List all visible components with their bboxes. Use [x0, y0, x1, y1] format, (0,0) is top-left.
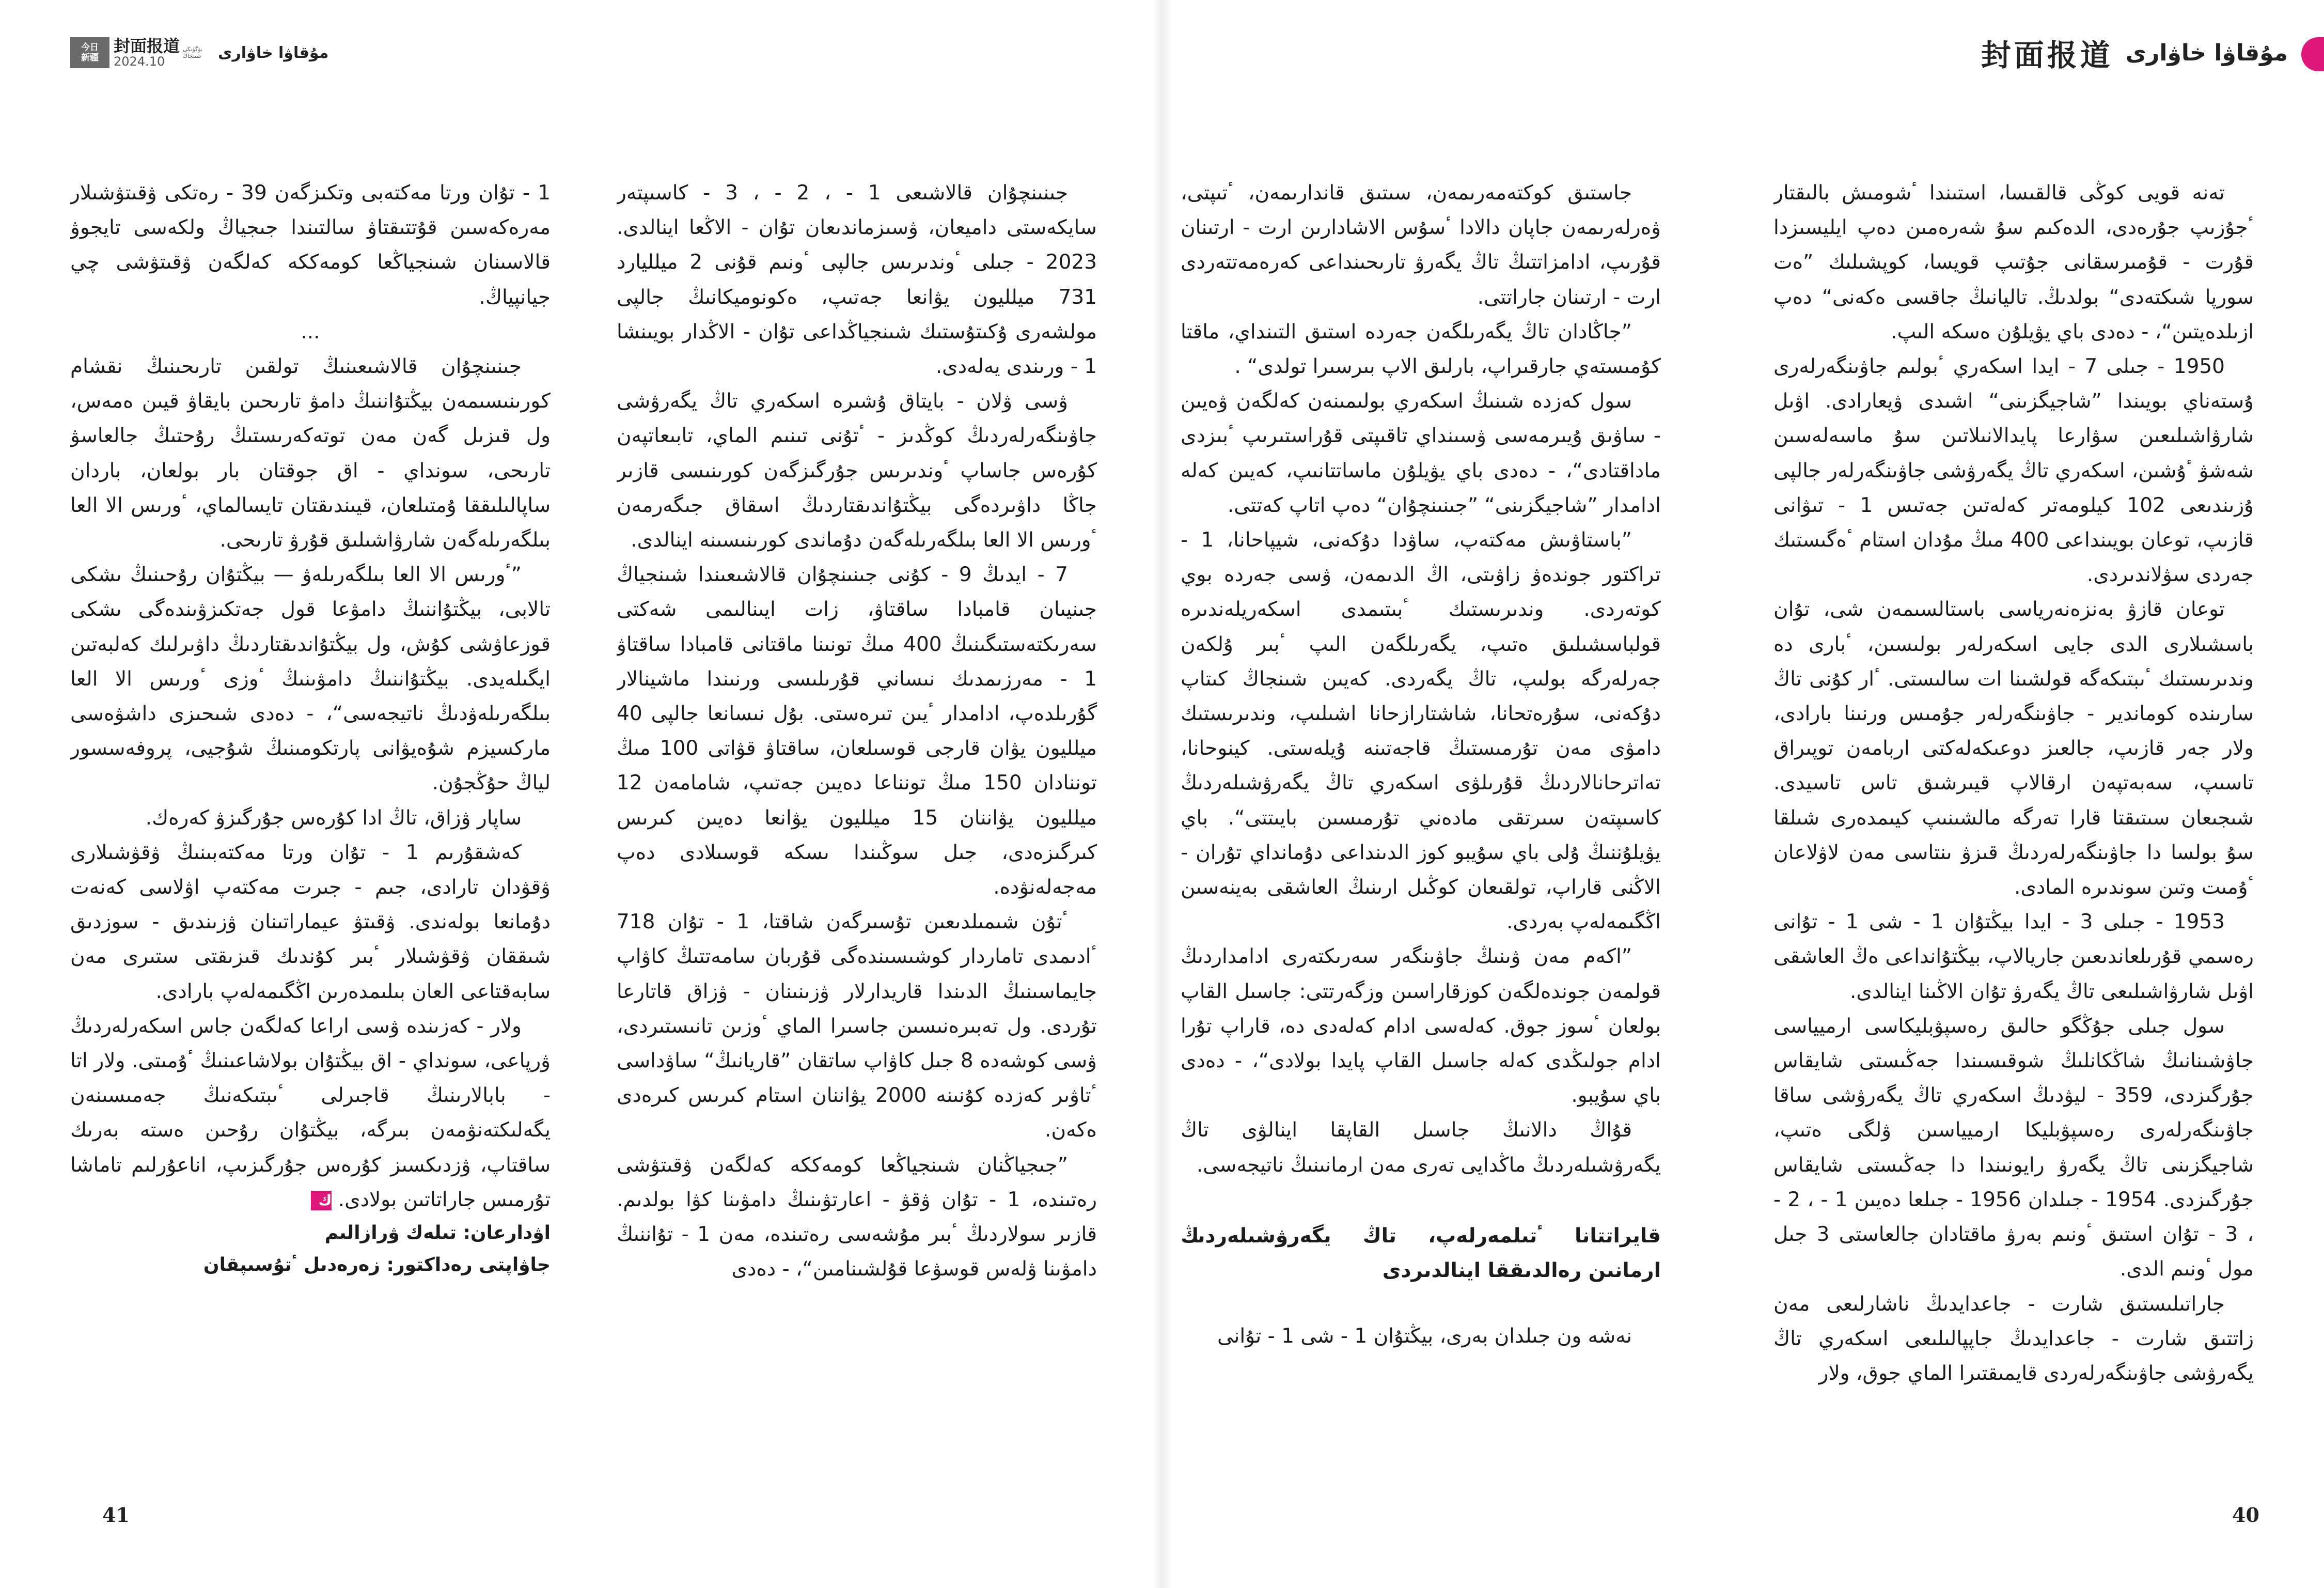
left-page-outer-column [70, 176, 551, 1519]
magazine-logo [70, 37, 109, 68]
left-page-number: 41 [102, 1503, 130, 1527]
logo-line-1: 今日 [81, 42, 99, 53]
right-page-inner-column [1181, 176, 1661, 1519]
paragraph: 1 - تۇان ورتا مەكتەبى وتكىزگەن 39 - رەتكى ۋقىتۋشىلار مەرەكەسىن قۇتتىقتاۋ سالتىندا جىجياڭ ولكەسى تايجوۋ قالاسىنان شىنجياڭعا كومەككە كەلگەن ۋقىتۋشى چي جيانپياڭ. [70, 181, 551, 309]
paragraph-text: ولار - كەزىندە ۋسى اراعا كەلگەن جاس اسكەرلەردىڭ ۋرپاعى، سونداي - اق بيڭتۇان بولاشاعىنىڭ ٴۇمىتى. ولار اتا - بابالارىنىڭ قاجىرلى ٴىبتىكەنىڭ جەمىسىنەن يگەلىكتەنۋمەن بىرگە، بيڭتۇان رۇحىن ەستە بەرىك ساقتاپ، ۋزدىكسىز كۇرەس جۇرگىزىپ، اناعۇرلىم تاماشا تۇرمىس جاراتاتىن بولادى. [70, 1014, 551, 1211]
paragraph: 7 - ايدىڭ 9 - كۇنى جىنىنچۇان قالاشىعىندا شىنجياڭ جىنيىان قامبادا ساقتاۋ، زات ايىنالىمى شەكتى سەرىكتەستىگىنىڭ 400 مىڭ تونىنا ماقتانى قامبادا ساقتاۋ 1 - مەرزىمدىك نىساني قۇرىلىسى ورنىندا ماشينالار گۇرىلدەپ، ادامدار ٴيىن تىرەستى. بۇل نىسانعا جالپى 40 ميلليون يۋان قارجى قوسىلعان، ساقتاۋ قۋاتى 100 مىڭ توننادان 150 مىڭ تونناعا دەيىن جەتىپ، شامامەن 12 ميلليون يۋاننان 15 ميلليون يۋانعا دەيىن كىرىس كىرگىزەدى، جىل سوڭىندا ىسكە قوسىلادى دەپ مەجەلەنۋدە. [617, 563, 1097, 899]
paragraph-with-end-mark [70, 1009, 551, 1217]
right-page-outer-column [1773, 176, 2254, 1519]
logo-subtitle: بۈگۈنكى شىنجاڭ [183, 46, 202, 59]
paragraph: جاراتىلىستىق شارت - جاعدايدىڭ ناشارلىعى مەن زاتتىق شارت - جاعدايدىڭ جاپپالىلىعى اسكەري تاڭ يگەرۋشى جاۋىنگەرلەردى قايمىقتىرا الماي جوق، ولار [1773, 1292, 2254, 1385]
paragraph: ”جىجياڭنان شىنجياڭعا كومەككە كەلگەن ۋقىتۋشى رەتىندە، 1 - تۇان ۋقۋ - اعارتۋىنىڭ دامۋىنا كۋا بولدىم. قازىر سولاردىڭ ٴبىر مۇشەسى رەتىندە، مەن 1 - تۇاننىڭ دامۋىنا ۋلەس قوسۋعا قۇلشىنامىن“، - دەدى [617, 1153, 1097, 1281]
right-page-number: 40 [2232, 1503, 2259, 1527]
paragraph: قۇاڭ دالانىڭ جاسىل القاپقا اينالۋى تاڭ يگەرۋشىلەردىڭ ماڭدايى تەرى مەن ارمانىنىڭ ناتيجەسى. [1181, 1118, 1661, 1177]
paragraph: جىنىنچۇان قالاشىعى 1 - ، 2 - ، 3 - كاسىپتەر سايكەستى داميعان، ۋسىزماندىعان تۇان - الاڭعا اينالدى. 2023 - جىلى ٴوندىرىس جالپى ٴونىم قۇنى 2 ميلليارد 731 ميلليون يۋانعا جەتىپ، ەكونوميكانىڭ جالپى مولشەرى ۇكىتۇستىك شىنجياڭداعى تۇان - الاڭدار بويىنشا 1 - ورىندى يەلەدى. [617, 181, 1097, 379]
paragraph: كەشقۇرىم 1 - تۇان ورتا مەكتەبىنىڭ ۋقۋشىلارى ۋقۋدان تارادى، جىم - جىرت مەكتەپ اۋلاسى كەنەت دۇمانعا بولەندى. ۋقىتۋ عيماراتىنان ۋزىندىق - سوزدىق شىققان ۋقۋشىلار ٴبىر كۇندىك قىزىقتى ستىرى مەن سابەقتاعى العان بىلىمدەرىن اڭگىمەلەپ بارادى. [70, 840, 551, 1003]
magazine-title: 封面报道 [114, 36, 180, 56]
paragraph: ٴتۇن شىمىلدىعىن تۇسىرگەن شاقتا، 1 - تۇان 718 ٴادىمدى تاماردار كوشىسىندەگى قۇربان سامەتتىڭ كاۋاپ جايماسىنىڭ الدىندا قاريدارلار ۋزىنىنان - ۋزاق قاتارعا تۇردى. ول تەبىرەنىسىن جاسىرا الماي ٴوزىن تانىستىردى، ۋسى كوشەدە 8 جىل كاۋاپ ساتقان ”قاريانىڭ“ ساۋداسى ٴتاۋىر كەزدە كۇنىنە 2000 يۋاننان استام كىرىس كىرەدى ەكەن. [617, 910, 1097, 1142]
right-section-label: مۇقاۋا خاۋارى [2125, 39, 2288, 66]
issue-date: 2024.10 [114, 54, 165, 69]
paragraph: 1950 - جىلى 7 - ايدا اسكەري ٴبولىم جاۋىنگەرلەرى ۇستەناي بويىندا ”شاجيگزىنى“ اشىدى ۋيعارادى. اۋىل شارۋاشىلىعىن سۋارعا پايدالانىلاتىن سۇ ماسەلەسىن شەشۋ ٴۇشىن، اسكەري تاڭ يگەرۋشى جاۋىنگەرلەر جالپى ۇزىندىعى 102 كيلومەتر كەلەتىن جەتىس 1 - تىۋانى قازىپ، توعان بويىنداعى 400 مىڭ مۇدان استام ٴەگىستىك جەردى سۋلاندىردى. [1773, 355, 2254, 587]
paragraph: سول جىلى جۇڭگو حالىق رەسپۋبليكاسى ارميياسى جاۋشىنانىڭ شاڭكانلىڭ شوقىسىندا جەڭىستى شايقاس جۇرگىزدى، 359 - ليۋدىڭ اسكەري تاڭ يگەرۋشى ساقا جاۋىنگەرلەرى رەسپۋبليكا ارميياسىن ۋلگى ەتىپ، شاجيگزىنى تاڭ يگەرۋ رايونىندا دا جەڭىستى شايقاس جۇرگىزدى. 1954 - جىلدان 1956 - جىلعا دەيىن 1 - ، 2 - ، 3 - تۇان استىق ٴونىم بەرۋ ماقتادان جالعاستى 3 جىل مول ٴونىم الدى. [1773, 1014, 2254, 1281]
paragraph: ”جاڭادان تاڭ يگەرىلگەن جەردە استىق التىنداي، ماقتا كۇمىستەي جارقىراپ، بارلىق الاپ بىرسىرا تولدى“ . [1181, 320, 1661, 379]
editor-credit: جاۋاپتى رەداكتور: زەرەدىل ٴتۇسىپقان [203, 1254, 551, 1276]
left-header-title-group [109, 37, 180, 68]
paragraph: 1953 - جىلى 3 - ايدا بيڭتۇان 1 - شى 1 - تۇانى رەسمي قۇرىلعاندىعىن جاريالاپ، بيڭتۇانداعى ەڭ العاشقى اۋىل شارۋاشىلىعى تاڭ يگەرۋ تۇان الاڭىنا اينالدى. [1773, 910, 2254, 1003]
left-page-header [70, 32, 328, 73]
paragraph: ساپار ۋزاق، تاڭ ادا كۇرەس جۇرگىزۋ كەرەك. [145, 806, 522, 830]
paragraph: ”اكەم مەن ۋىنىڭ جاۋىنگەر سەرىكتەرى ادامداردىڭ قولمەن جوندەلگەن كوزقاراسىن وزگەرتتى: جاسىل القاپ بولعان ٴسوز جوق. كەلەسى ادام كەلەدى دە، قاراپ تۇرا ادام جولىڭدى كەلە جاسىل القاپ پايدا بولادى“، - دەدى باي سۇيبو. [1181, 945, 1661, 1108]
paragraph: تەنە قويى كوڭى قالقىسا، استىندا ٴشومىش بالىقتار ٴجۇزىپ جۇرەدى، الدەكىم سۇ شەرەمىن دەپ ايليسىزدا قۇرت - قۇمىرسقانى جۇتىپ قويسا، كوپشىلىك ”ەت سورپا شىكتەدى“ بولدىڭ. تاليانىڭ جاقسى ەكەنى“ دەپ ازىلدەيتىن“، - دەدى باي يۋيلۇن ەسكە الىپ. [1773, 181, 2254, 344]
paragraph: نەشە ون جىلدان بەرى، بيڭتۇان 1 - شى 1 - تۇانى [1217, 1325, 1632, 1348]
paragraph: جاستىق كوكتەمەرىمەن، سىتىق قاندارىمەن، ٴتىپتى، ۋەرلەرىمەن جاپان دالادا ٴسۇس الاشادارىن ارت - ارتىنان قۇرىپ، ادامزاتتىڭ تاڭ يگەرۋ تارىحىنداعى كەرەمەتتەردى ارت - ارتىنان جاراتتى. [1181, 181, 1661, 309]
right-page-header [1981, 32, 2288, 73]
ellipsis: ... [301, 320, 320, 344]
left-section-label: مۇقاۋا خاۋارى [218, 43, 329, 62]
logo-line-2: 新疆 [81, 53, 99, 63]
paragraph: سول كەزدە شىنىڭ اسكەري بولىمىنەن كەلگەن ۋەيىن - ساۋىق ۇيىرمەسى ۋسىنداي تاقىپتى قۇراستىرىپ ٴبىزدى ماداقتادى“، - دەدى باي يۋيلۇن ماساتتانىپ، كەيىن كەلە ادامدار ”شاجيگزىنى“ ”جىنىنچۇان“ دەپ اتاپ كەتتى. [1181, 390, 1661, 517]
paragraph: جىنىنچۇان قالاشىعىنىڭ تولقىن تارىحىنىڭ نقشام كورىنىسىمەن بيڭتۇاننىڭ دامۋ تارىحىن بايقاۋ قيىن ەمەس، ول قىزىل گەن مەن توتەكەرىستىڭ رۇحتىڭ جالعاسۋ تارىحى، سونداي - اق جوقتان بار بولعان، باردان ساپالىلىققا ۇمتىلعان، قيىندىقتان تايسالماي، ٴورىس الا العا بىلگەرىلەگەن شارۋاشىلىق قۇرۋ تارىحى. [70, 355, 551, 552]
article-end-mark: ك [311, 1191, 332, 1210]
section-subheading: قايراتتانا ٴتىلمەرلەپ، تاڭ يگەرۋشىلەردىڭ ارمانىن رەالدىققا اينالدىردى [1181, 1224, 1661, 1283]
translator-credit: اۋدارعان: تىلەك ۋرازالىم [324, 1222, 551, 1244]
paragraph: ”ٴورىس الا العا بىلگەرىلەۋ — بيڭتۇان رۇحىنىڭ ىشكى تالابى، بيڭتۇاننىڭ دامۋعا قول جەتكىزۋىندەگى ىشكى قوزعاۋشى كۇش، ول بيڭتۇاندىقتاردىڭ داۋىرلىك كەلبەتىن ايگىلەيدى. بيڭتۇاننىڭ دامۋىنىڭ ٴوزى ٴورىس الا العا بىلگەرىلەۋدىڭ ناتيجەسى“، - دەدى شىحىزى داشۋەسى ماركسيزم شۇەيۋانى پارتكومىنىڭ شۇجيى، پروفەسسور لياڭ حۇڭجۇن. [70, 563, 551, 795]
left-page-inner-column [617, 176, 1097, 1519]
paragraph: ”باستاۋىش مەكتەپ، ساۋدا دۇكەنى، شيپاحانا، 1 - تراكتور جوندەۋ زاۋىتى، اڭ الدىمەن، ۋسى جەردە بوي كوتەردى. وندىرىستىك ٴبىتىمدى اسكەريلەندىرە قولباسشىلىق ەتىپ، يگەرىلگەن الىپ ٴبىر ۇلكەن جەرلەرگە بولىپ، تاڭ يگەردى. كەيىن شىنجاڭ كىتاپ دۇكەنى، سۇرەتحانا، شاشتارازحانا اشىلىپ، وندىرىستىك دامۋى مەن تۇرمىستىڭ قاجەتىنە ۇيلەستى. كينوحانا، تەاترحانالاردىڭ قۇرىلۋى اسكەري تاڭ يگەرۋشىلەردىڭ كاسىپتەن سىرتقى مادەني تۇرمىسىن بايىتتى“. باي يۋيلۇننىڭ ۇلى باي سۇيبو كوز الدىنداعى دۇمانداي تۇران - الاڭنى قاراپ، تولقىعان كوڭىل ارىنىڭ العاشقى بەينەسىن اڭگىمەلەپ بەردى. [1181, 528, 1661, 934]
section-tab-marker [2301, 37, 2324, 71]
paragraph: ۋسى ۋلان - بايتاق ۇشىرە اسكەري تاڭ يگەرۋشى جاۋىنگەرلەردىڭ كوڭدىز - ٴتۇنى تىنىم الماي، تابىعاتپەن كۇرەس جاساپ ٴوندىرىس جۇرگىزگەن كورىنىسى قازىر جاڭا داۋىردەگى بيڭتۇاندىقتاردىڭ اسقاق جىگەرمەن ٴورىس الا العا بىلگەرىلەگەن دۇماندى كورىنىسىنە اينالدى. [617, 390, 1097, 552]
paragraph: توعان قازۋ بەنزەنەرياسى باستالسىمەن شى، تۇان باسشىلارى الدى جايى اسكەرلەر بولىسىن، ٴبارى دە وندىرىستىك ٴىبتىكەگە قولشىنا ات سالىستى. ٴار كۇنى تاڭ سارىندە كوماندير - جاۋىنگەرلەر جۇمىس ورنىنا بارادى، ولار جەر قازىپ، جالعىز دوعىكەلەكتى اربامەن توپىراق تاسىپ، سەبەتپەن ارقالاپ قيىرشىق تاس تاسيدى. شىجىعان سىتىقتا قارا تەرگە مالشىنىپ كيىمدەرى شىلقا سۇ بولسا دا جاۋىنگەرلەردىڭ قىزۋ ىنتاسى مەن لاۋلاعان ٴۇمىت وتىن سوندىرە المادى. [1773, 598, 2254, 899]
right-magazine-title: 封面报道 [1981, 38, 2113, 73]
page-gutter [1153, 0, 1171, 1588]
